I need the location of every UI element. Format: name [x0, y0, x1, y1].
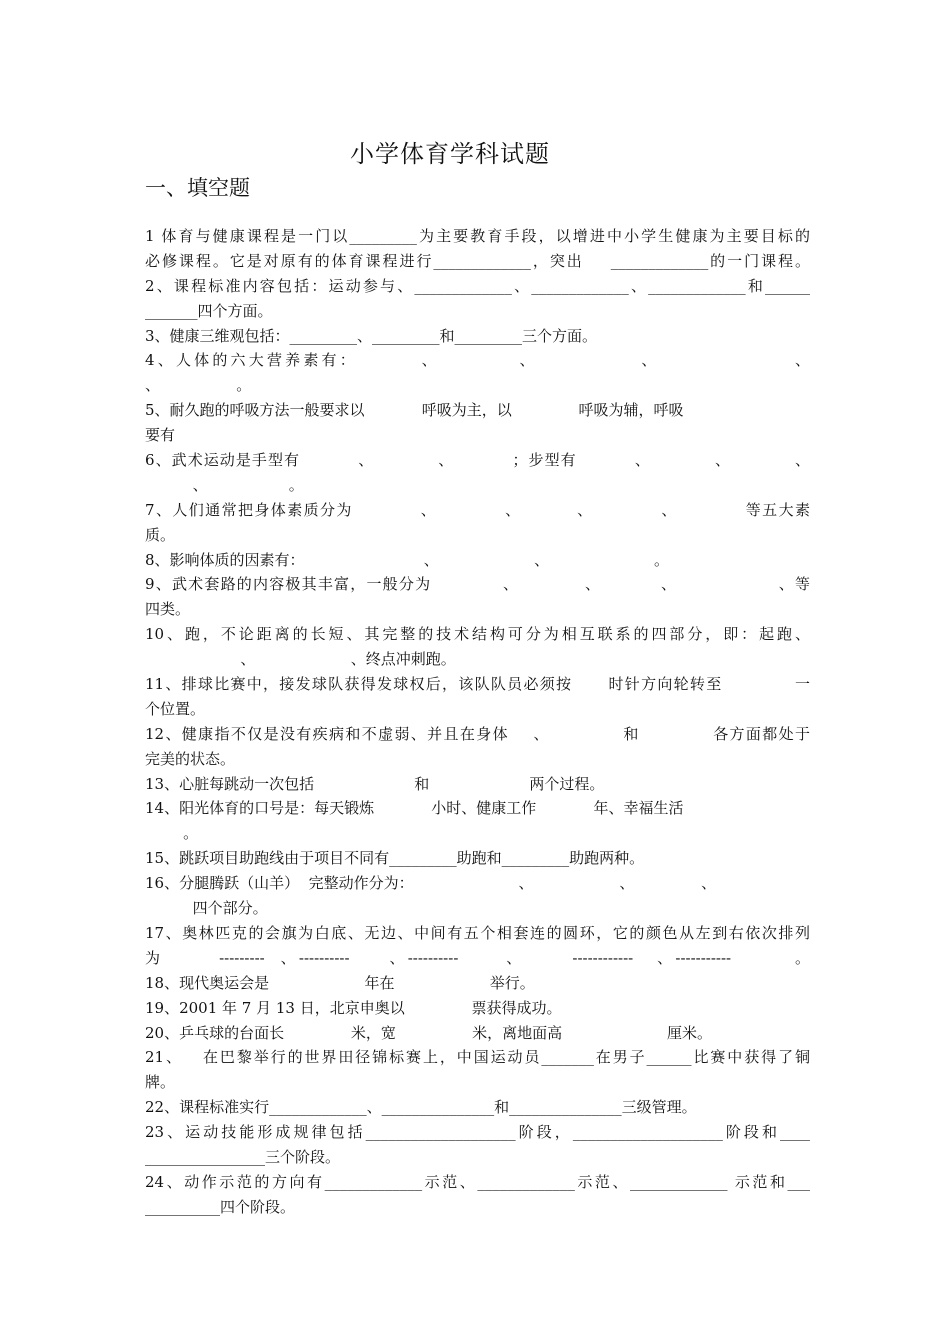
question-line: 完美的状态。	[145, 749, 236, 768]
question-list	[145, 224, 810, 1220]
question-line: 23、运动技能形成规律包括____________________阶段，____________________阶段和____	[145, 1123, 810, 1142]
question-line: __________四个阶段。	[145, 1197, 296, 1216]
question-line: 14、阳光体育的口号是：每天锻炼 小时、健康工作 年、幸福生活	[145, 799, 684, 818]
question-line: 为 --------- 、---------- 、---------- 、 ------------ 、----------- 。	[145, 948, 810, 967]
question-line: 24、动作示范的方向有_____________示范、_____________示范、_____________ 示范和___	[145, 1172, 810, 1191]
question-line: 19、2001 年 7 月 13 日，北京申奥以 票获得成功。	[145, 998, 562, 1017]
question-line: 8、影响体质的因素有： 、 、 。	[145, 550, 670, 569]
question-line: 6、武术运动是手型有 、 、 ；步型有 、 、 、	[145, 451, 810, 470]
question-line: 2、课程标准内容包括：运动参与、_____________、_____________、_____________和______	[145, 276, 810, 295]
question-line: 10、跑，不论距离的长短、其完整的技术结构可分为相互联系的四部分，即：起跑、	[145, 625, 810, 644]
question-line: 3、健康三维观包括：_________、_________和_________三个方面。	[145, 326, 598, 345]
question-line: 要有	[145, 426, 176, 445]
question-line: 17、奥林匹克的会旗为白底、无边、中间有五个相套连的圆环，它的颜色从左到右依次排列	[145, 923, 810, 942]
question-line: 。	[145, 824, 199, 843]
question-line: 四类。	[145, 600, 191, 619]
question-line: 四个部分。	[145, 899, 268, 918]
question-line: 12、健康指不仅是没有疾病和不虚弱、并且在身体 、 和 各方面都处于	[145, 724, 810, 743]
question-line: 18、现代奥运会是 年在 举行。	[145, 973, 535, 992]
question-line: 21、 在巴黎举行的世界田径锦标赛上，中国运动员_______在男子______比赛中获得了铜	[145, 1048, 810, 1067]
question-line: 7、人们通常把身体素质分为 、 、 、 、 等五大素	[145, 500, 810, 519]
question-line: 20、乒乓球的台面长 米，宽 米，离地面高 厘米。	[145, 1023, 713, 1042]
question-line: 1 体育与健康课程是一门以_________为主要教育手段，以增进中小学生健康为主要目标的	[145, 227, 810, 245]
question-line: 5、耐久跑的呼吸方法一般要求以 呼吸为主，以 呼吸为辅，呼吸	[145, 401, 684, 420]
question-line: 15、跳跃项目助跑线由于项目不同有_________助跑和_________助跑两种。	[145, 849, 645, 868]
question-line: 16、分腿腾跃（山羊） 完整动作分为： 、 、 、	[145, 874, 717, 893]
section-heading: 一、填空题	[145, 176, 250, 200]
question-line: 11、排球比赛中，接发球队获得发球权后，该队队员必须按 时针方向轮转至 一	[145, 675, 810, 694]
question-line: 必修课程。它是对原有的体育课程进行_____________，突出 _____________的一门课程。	[145, 251, 810, 270]
question-line: 牌。	[145, 1073, 176, 1092]
question-line: 、 。	[145, 475, 304, 494]
question-line: 4、人体的六大营养素有： 、 、 、 、	[145, 351, 810, 370]
question-line: 13、心脏每跳动一次包括 和 两个过程。	[145, 774, 605, 793]
question-line: 22、课程标准实行_____________、_______________和_______________三级管理。	[145, 1098, 697, 1117]
question-line: 、 。	[145, 376, 252, 395]
question-line: 9、武术套路的内容极其丰富，一般分为 、 、 、 、等	[145, 575, 810, 594]
question-line: ________________三个阶段。	[145, 1147, 341, 1166]
question-line: 质。	[145, 525, 176, 544]
page-title: 小学体育学科试题	[350, 140, 550, 168]
question-line: 个位置。	[145, 699, 206, 718]
question-line: 、 、终点冲刺跑。	[145, 650, 456, 669]
question-line: _______四个方面。	[145, 301, 273, 320]
